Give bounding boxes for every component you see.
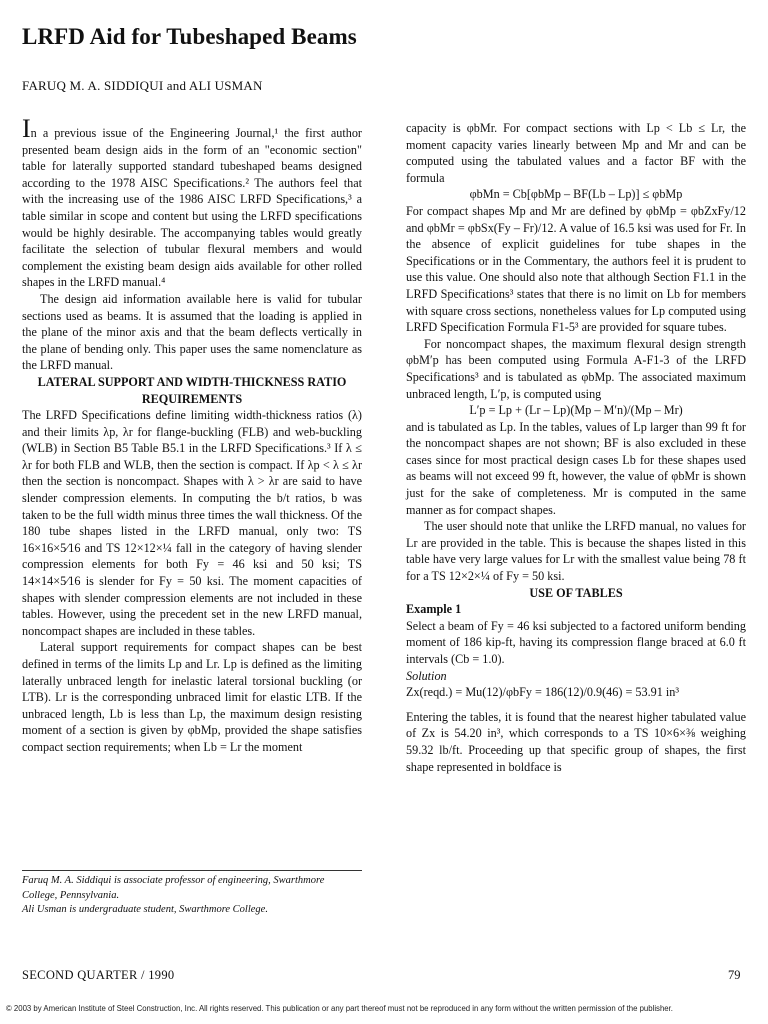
formula-moment-capacity: φbMn = Cb[φbMp – BF(Lb – Lp)] ≤ φbMp [469, 187, 683, 202]
copyright-notice: © 2003 by American Institute of Steel Construction, Inc. All rights reserved. This publication or any part thereof must not be reproduced in any form without the written permission of the publisher. [6, 1004, 673, 1013]
issue-footer: SECOND QUARTER / 1990 [22, 968, 175, 982]
capacity-paragraph: capacity is φbMr. For compact sections with Lp < Lb ≤ Lr, the moment capacity varies linearly between Mp and Mr and can be computed using the tabulated values and a factor BF with the formula [406, 121, 746, 185]
authors-line: FARUQ M. A. SIDDIQUI and ALI USMAN [22, 78, 263, 93]
compact-shapes-paragraph: For compact shapes Mp and Mr are defined by φbMp = φbZxFy/12 and φbMr = φbSx(Fy – Fr)/12. A value of 16.5 ksi was used for Fr. In the absence of explicit guidelines for tube shapes in the Specifications or in the Commentary, the authors feel it is prudent to use this value. One should also note that although Section F1.1 in the LRFD Specifications³ states that there is no limit on Lb for members with square cross sections, nonetheless values for Lp computed using LRFD Specification Formula F1-5³ are provided for square tubes. [406, 203, 746, 335]
intro-text: n a previous issue of the Engineering Journal,¹ the first author presented beam design aids in the form of an "economic section" table for laterally supported standard tubeshaped beams designed according to the 1978 AISC Specifications.² The authors feel that with the increasing use of the 1986 AISC LRFD Specifications,³ a table similar in scope and content but using the LRFD specifications would be highly desirable. The accompanying tables would greatly facilitate the selection of tubular flexural members and would complement the existing beam design aids available for other rolled shapes in the LRFD manual.⁴ [22, 126, 362, 290]
author-footnote [22, 870, 362, 918]
left-column [22, 114, 362, 756]
intro-paragraph [22, 114, 362, 291]
noncompact-paragraph: For noncompact shapes, the maximum flexural design strength φbM′p has been computed using Formula A-F1-3 of the LRFD Specifications³ and is tabulated as φbMp. The associated maximum unbraced length, L′p, is computed using [406, 336, 746, 401]
lateral-support-paragraph: Lateral support requirements for compact shapes can be best defined in terms of the limits Lp and Lr. Lp is defined as the limiting laterally unbraced length for inelastic lateral torsional buckling (or LTB). Lr is the corresponding unbraced limit for elastic LTB. If the unbraced length, Lb is less than Lp, the maximum design resisting moment of a section is given by φbMp, provided the shape satisfies compact section requirements; when Lb = Lr the moment [22, 640, 362, 754]
table-lookup-paragraph: Entering the tables, it is found that the nearest higher tabulated value of Zx is 54.20 in³, which corresponds to a TS 10×6×⅜ weighing 59.32 lb/ft. Proceeding up that specific group of shapes, the first shape represented in boldface is [406, 709, 746, 774]
section-heading-use-of-tables: USE OF TABLES [529, 585, 623, 600]
tabulation-paragraph: and is tabulated as Lp. In the tables, values of Lp larger than 99 ft for the noncompact shapes are not shown; BF is also excluded in these cases since for most practical design cases Lb for these shapes used as beams will not exceed 99 ft, however, the value of φbMr is shown just for the sake of completeness. Mr is computed in the same manner as for compact shapes. [406, 419, 746, 517]
width-thickness-paragraph: The LRFD Specifications define limiting width-thickness ratios (λ) and their limits λp, λr for flange-buckling (FLB) and web-buckling (WLB) in Section B5 Table B5.1 in the LRFD Specifications.³ If λ ≤ λr for both FLB and WLB, then the section is compact. If λp < λ ≤ λr then the section is noncompact. Shapes with λ > λr are said to have slender compression elements. In computing the b/t ratios, b was taken to be the full width minus three times the wall thickness. Of the 180 tube shapes listed in the LRFD manual, only two: TS 16×16×5⁄16 and TS 12×12×¼ fall in the category of having slender compression elements for both Fy = 46 ksi and 50 ksi; TS 14×14×5⁄16 is slender for Fy = 50 ksi. The moment capacities of shapes with slender compression elements are not included in these tables. However, using the precedent set in the new LRFD manual, noncompact shapes are included in these tables. [22, 408, 362, 638]
drop-cap: I [22, 114, 31, 143]
design-aid-paragraph: The design aid information available here is valid for tubular sections used as beams. It is assumed that the loading is applied in the plane of the minor axis and that the beam deflects vertically in the plane of bending only. This paper uses the same nomenclature as the LRFD manual. [22, 291, 362, 373]
right-column [406, 120, 746, 775]
user-note-paragraph: The user should note that unlike the LRFD manual, no values for Lr are provided in the table. This is because the shapes listed in this table have very large values for Lr with the smallest value being 78 ft for a TS 12×2×¼ of Fy = 50 ksi. [406, 519, 746, 584]
example-heading: Example 1 [406, 602, 462, 617]
formula-zx-required: Zx(reqd.) = Mu(12)/φbFy = 186(12)/0.9(46) = 53.91 in³ [406, 685, 679, 700]
solution-heading: Solution [406, 668, 447, 683]
footnote-author-1: Faruq M. A. Siddiqui is associate professor of engineering, Swarthmore College, Pennsylvania. [22, 875, 325, 901]
footnote-author-2: Ali Usman is undergraduate student, Swarthmore College. [22, 904, 268, 915]
formula-unbraced-length: L′p = Lp + (Lr – Lp)(Mp – M′n)/(Mp – Mr) [469, 403, 683, 418]
page-number: 79 [728, 968, 741, 982]
section-heading-lateral-support: LATERAL SUPPORT AND WIDTH-THICKNESS RATIO REQUIREMENTS [37, 374, 347, 406]
article-title: LRFD Aid for Tubeshaped Beams [22, 24, 357, 49]
example-paragraph: Select a beam of Fy = 46 ksi subjected to a factored uniform bending moment of 186 kip-ft, having its compression flange braced at 6.0 ft intervals (Cb = 1.0). [406, 618, 746, 666]
